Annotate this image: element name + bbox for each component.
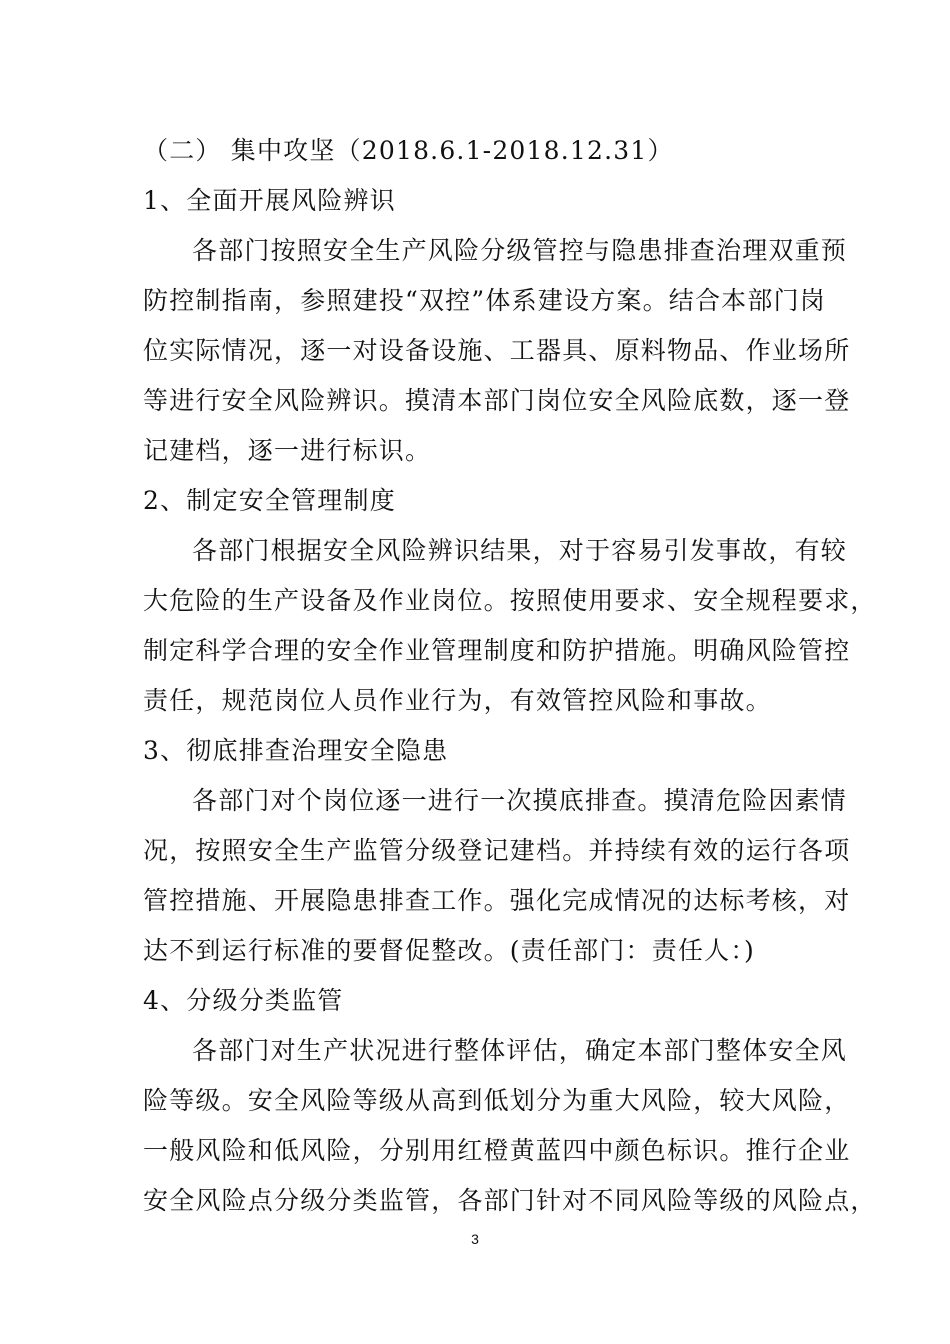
paragraph-4-line-4: 安全风险点分级分类监管，各部门针对不同风险等级的风险点， [143,1186,877,1215]
paragraph-4-line-2: 险等级。安全风险等级从高到低划分为重大风险，较大风险， [143,1086,851,1115]
paragraph-1-line-1: 各部门按照安全生产风险分级管控与隐患排查治理双重预 [192,236,848,265]
paragraph-2-line-1: 各部门根据安全风险辨识结果，对于容易引发事故，有较 [192,536,848,565]
paragraph-3-line-2: 况，按照安全生产监管分级登记建档。并持续有效的运行各项 [143,836,851,865]
paragraph-1-line-4: 等进行安全风险辨识。摸清本部门岗位安全风险底数，逐一登 [143,386,851,415]
paragraph-3-line-3: 管控措施、开展隐患排查工作。强化完成情况的达标考核，对 [143,886,851,915]
paragraph-1-line-2: 防控制指南，参照建投“双控”体系建设方案。结合本部门岗 [143,286,826,315]
section-heading: （二） 集中攻坚（2018.6.1-2018.12.31） [143,136,674,165]
subsection-heading-3: 3、彻底排查治理安全隐患 [143,736,449,765]
paragraph-3-line-4: 达不到运行标准的要督促整改。(责任部门：责任人：) [143,936,756,965]
subsection-heading-1: 1、全面开展风险辨识 [143,186,396,215]
paragraph-2-line-4: 责任，规范岗位人员作业行为，有效管控风险和事故。 [143,686,772,715]
subsection-heading-2: 2、制定安全管理制度 [143,486,396,515]
paragraph-4-line-1: 各部门对生产状况进行整体评估，确定本部门整体安全风 [192,1036,848,1065]
paragraph-4-line-3: 一般风险和低风险，分别用红橙黄蓝四中颜色标识。推行企业 [143,1136,851,1165]
page-number: 3 [471,1231,479,1247]
subsection-heading-4: 4、分级分类监管 [143,986,344,1015]
paragraph-2-line-2: 大危险的生产设备及作业岗位。按照使用要求、安全规程要求， [143,586,877,615]
paragraph-3-line-1: 各部门对个岗位逐一进行一次摸底排查。摸清危险因素情 [192,786,848,815]
paragraph-2-line-3: 制定科学合理的安全作业管理制度和防护措施。明确风险管控 [143,636,851,665]
paragraph-1-line-3: 位实际情况，逐一对设备设施、工器具、原料物品、作业场所 [143,336,851,365]
paragraph-1-line-5: 记建档，逐一进行标识。 [143,436,432,465]
